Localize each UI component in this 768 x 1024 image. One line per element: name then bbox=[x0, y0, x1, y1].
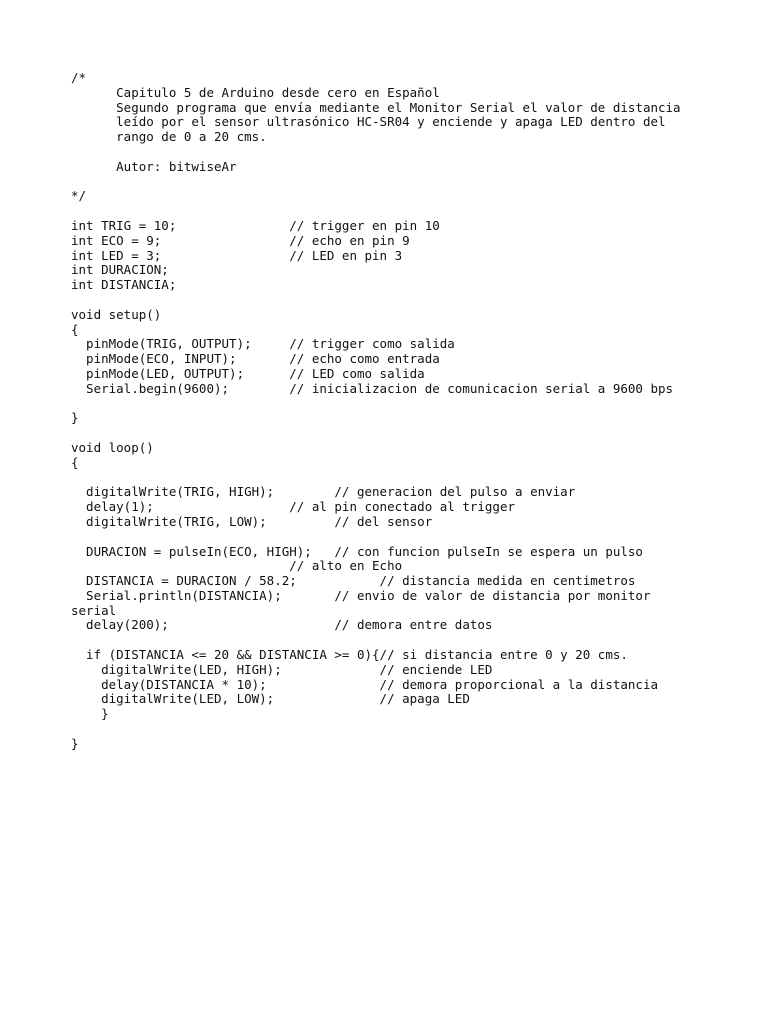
code-line: Autor: bitwiseAr bbox=[71, 158, 237, 174]
code-line: pinMode(ECO, INPUT); // echo como entrada bbox=[71, 351, 440, 367]
code-line bbox=[71, 175, 681, 190]
code-line bbox=[71, 397, 681, 412]
code-line: int TRIG = 10; // trigger en pin 10 bbox=[71, 217, 440, 233]
code-line bbox=[71, 722, 681, 737]
code-line: Serial.println(DISTANCIA); // envio de valor de distancia por monitor bbox=[71, 587, 651, 603]
code-line: { bbox=[71, 321, 79, 337]
code-line: } bbox=[71, 706, 109, 722]
code-line: int DISTANCIA; bbox=[71, 277, 177, 293]
code-line: int ECO = 9; // echo en pin 9 bbox=[71, 232, 410, 248]
code-line: digitalWrite(TRIG, HIGH); // generacion del pulso a enviar bbox=[71, 484, 576, 500]
code-line: void loop() bbox=[71, 439, 154, 455]
code-line bbox=[71, 426, 681, 441]
code-line: digitalWrite(LED, HIGH); // enciende LED bbox=[71, 661, 493, 677]
code-line: rango de 0 a 20 cms. bbox=[71, 129, 267, 145]
code-line: Segundo programa que envía mediante el Monitor Serial el valor de distancia bbox=[71, 99, 681, 115]
code-line: digitalWrite(TRIG, LOW); // del sensor bbox=[71, 513, 433, 529]
code-line: Capitulo 5 de Arduino desde cero en Español bbox=[71, 84, 440, 100]
code-line: { bbox=[71, 454, 79, 470]
code-line bbox=[71, 204, 681, 219]
code-line: } bbox=[71, 410, 79, 426]
code-line bbox=[71, 530, 681, 545]
code-line: DISTANCIA = DURACION / 58.2; // distancia medida en centimetros bbox=[71, 573, 636, 589]
code-line bbox=[71, 145, 681, 160]
code-line: void setup() bbox=[71, 306, 162, 322]
code-line bbox=[71, 471, 681, 486]
code-line: pinMode(TRIG, OUTPUT); // trigger como salida bbox=[71, 336, 455, 352]
code-line: delay(1); // al pin conectado al trigger bbox=[71, 499, 516, 515]
code-line: int LED = 3; // LED en pin 3 bbox=[71, 247, 403, 263]
code-line: delay(200); // demora entre datos bbox=[71, 617, 493, 633]
code-line: } bbox=[71, 735, 79, 751]
code-line: leído por el sensor ultrasónico HC-SR04 y enciende y apaga LED dentro del bbox=[71, 114, 666, 130]
code-line: if (DISTANCIA <= 20 && DISTANCIA >= 0){// si distancia entre 0 y 20 cms. bbox=[71, 647, 628, 663]
code-line: */ bbox=[71, 188, 87, 204]
code-listing bbox=[71, 71, 681, 752]
code-line: int DURACION; bbox=[71, 262, 169, 278]
code-line: /* bbox=[71, 70, 87, 85]
code-line bbox=[71, 293, 681, 308]
code-line: DURACION = pulseIn(ECO, HIGH); // con funcion pulseIn se espera un pulso bbox=[71, 543, 643, 559]
code-line: delay(DISTANCIA * 10); // demora proporcional a la distancia bbox=[71, 676, 658, 692]
code-line bbox=[71, 633, 681, 648]
code-line: digitalWrite(LED, LOW); // apaga LED bbox=[71, 691, 470, 707]
code-line: pinMode(LED, OUTPUT); // LED como salida bbox=[71, 365, 425, 381]
code-line: serial bbox=[71, 602, 117, 618]
code-line: // alto en Echo bbox=[71, 558, 403, 574]
code-line: Serial.begin(9600); // inicializacion de comunicacion serial a 9600 bps bbox=[71, 380, 674, 396]
